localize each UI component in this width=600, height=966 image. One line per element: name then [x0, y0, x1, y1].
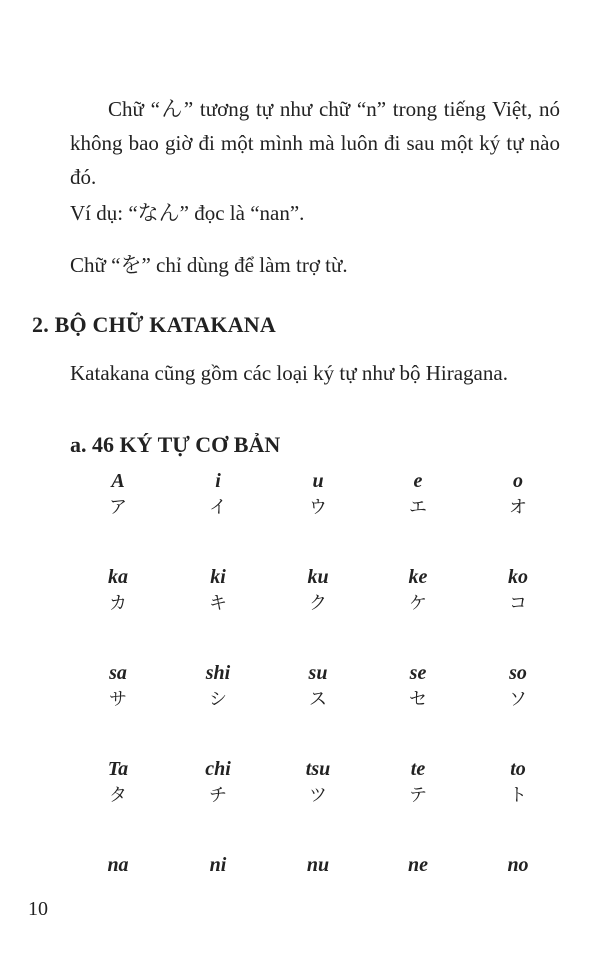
romaji-label: u	[312, 470, 324, 492]
romaji-label: shi	[205, 662, 231, 684]
kana-cell	[268, 468, 368, 564]
kana-cell	[268, 756, 368, 852]
katakana-table	[68, 468, 568, 892]
katakana-char: ソ	[509, 689, 527, 710]
section-intro: Katakana cũng gồm các loại ký tự như bộ Hiragana.	[70, 361, 508, 385]
katakana-char: カ	[109, 593, 127, 614]
katakana-char: テ	[409, 785, 427, 806]
romaji-label: se	[409, 662, 427, 684]
kana-row-t	[68, 756, 568, 852]
katakana-char: ア	[109, 497, 127, 518]
kana-cell	[268, 660, 368, 756]
katakana-char: コ	[509, 593, 527, 614]
romaji-label: tsu	[305, 758, 331, 780]
katakana-char: シ	[209, 689, 227, 710]
romaji-label: ko	[508, 566, 528, 588]
kana-cell	[168, 564, 268, 660]
katakana-char: オ	[509, 497, 527, 518]
kana-cell	[268, 852, 368, 892]
romaji-label: to	[510, 758, 526, 780]
kana-cell	[468, 660, 568, 756]
romaji-label: i	[215, 470, 221, 492]
romaji-label: ke	[408, 566, 428, 588]
romaji-label: ne	[408, 854, 428, 876]
kana-cell	[68, 564, 168, 660]
paragraph-example: Ví dụ: “なん” đọc là “nan”.	[70, 201, 305, 225]
romaji-label: na	[107, 854, 129, 876]
katakana-char: セ	[409, 689, 427, 710]
kana-row-s	[68, 660, 568, 756]
romaji-label: so	[509, 662, 527, 684]
romaji-label: e	[413, 470, 423, 492]
katakana-char: エ	[409, 497, 427, 518]
katakana-char: イ	[209, 497, 227, 518]
page-number: 10	[28, 898, 48, 920]
katakana-char: ウ	[309, 497, 327, 518]
romaji-label: te	[410, 758, 426, 780]
kana-cell	[168, 468, 268, 564]
katakana-char: ト	[509, 785, 527, 806]
kana-cell	[368, 564, 468, 660]
kana-cell	[168, 660, 268, 756]
kana-cell	[368, 468, 468, 564]
romaji-label: ka	[108, 566, 128, 588]
romaji-label: no	[507, 854, 529, 876]
kana-cell	[368, 756, 468, 852]
katakana-char: ケ	[409, 593, 427, 614]
paragraph-wo-usage: Chữ “を” chỉ dùng để làm trợ từ.	[70, 253, 348, 277]
kana-cell	[68, 756, 168, 852]
katakana-char: キ	[209, 593, 227, 614]
kana-cell	[368, 660, 468, 756]
katakana-char: ク	[309, 593, 327, 614]
romaji-label: su	[308, 662, 328, 684]
kana-cell	[368, 852, 468, 892]
romaji-label: nu	[306, 854, 330, 876]
kana-row-n	[68, 852, 568, 892]
romaji-label: chi	[205, 758, 231, 780]
katakana-char: ス	[309, 689, 327, 710]
katakana-char: チ	[209, 785, 227, 806]
romaji-label: ku	[307, 566, 329, 588]
subsection-heading: a. 46 KÝ TỰ CƠ BẢN	[70, 432, 281, 457]
romaji-label: ki	[210, 566, 226, 588]
kana-cell	[468, 756, 568, 852]
romaji-label: Ta	[107, 758, 129, 780]
kana-cell	[268, 564, 368, 660]
romaji-label: A	[111, 470, 125, 492]
paragraph-n-explanation: Chữ “ん” tương tự như chữ “n” trong tiếng Việt, nó không bao giờ đi một mình mà luôn đi sau một ký tự nào đó.	[70, 97, 560, 189]
romaji-label: ni	[209, 854, 227, 876]
katakana-char: サ	[109, 689, 127, 710]
romaji-label: sa	[109, 662, 127, 684]
kana-cell	[68, 468, 168, 564]
katakana-char: タ	[109, 785, 127, 806]
kana-cell	[468, 564, 568, 660]
kana-cell	[168, 852, 268, 892]
kana-cell	[68, 852, 168, 892]
kana-cell	[468, 852, 568, 892]
section-heading: 2. BỘ CHỮ KATAKANA	[32, 312, 276, 337]
kana-cell	[468, 468, 568, 564]
katakana-char: ツ	[309, 785, 327, 806]
romaji-label: o	[513, 470, 523, 492]
kana-row-k	[68, 564, 568, 660]
kana-cell	[168, 756, 268, 852]
kana-cell	[68, 660, 168, 756]
kana-row-vowels	[68, 468, 568, 564]
